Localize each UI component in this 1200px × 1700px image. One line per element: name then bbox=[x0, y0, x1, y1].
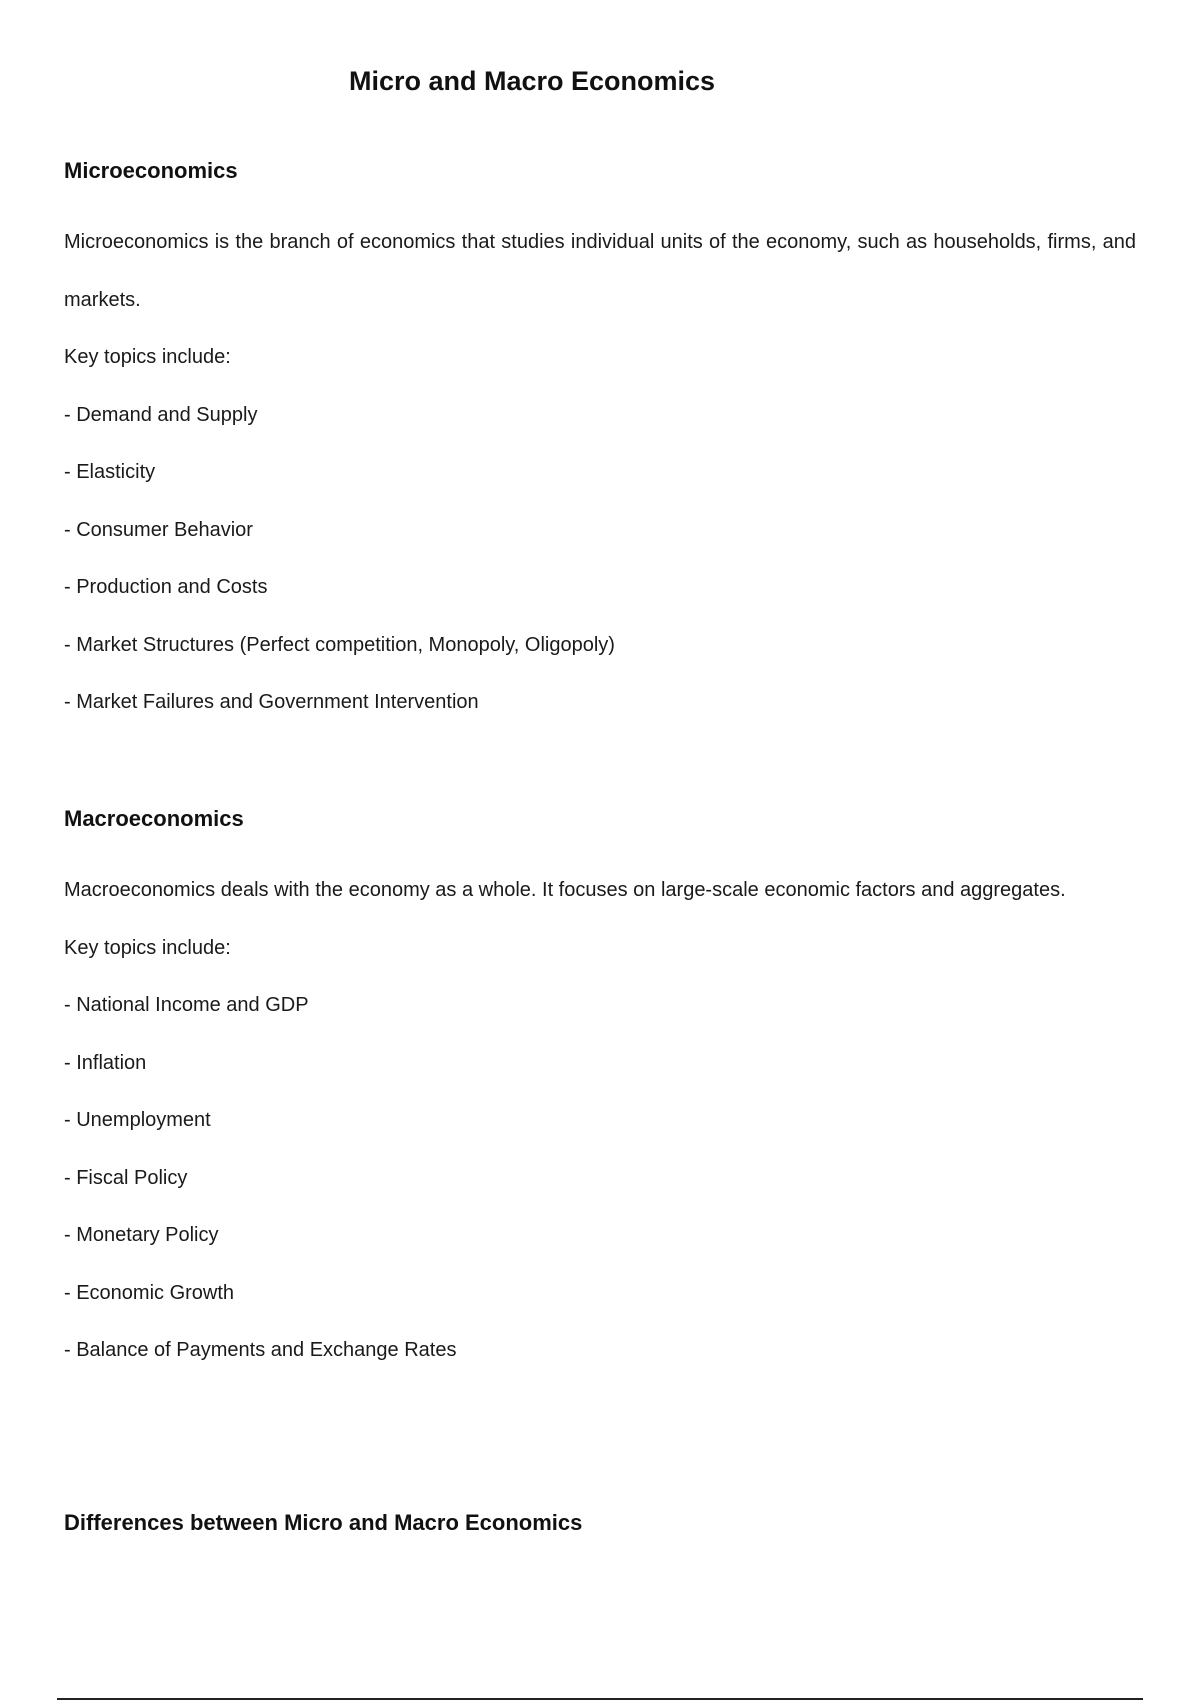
list-item: - Economic Growth bbox=[64, 1281, 235, 1304]
differences-section bbox=[64, 1508, 1136, 1538]
macroeconomics-heading: Macroeconomics bbox=[64, 806, 244, 831]
macroeconomics-topic-list bbox=[64, 977, 1136, 1380]
list-item: - Production and Costs bbox=[64, 576, 268, 598]
macroeconomics-section bbox=[64, 804, 1136, 1380]
microeconomics-description: Microeconomics is the branch of economics that studies individual units of the economy, such as households, firms, and markets. bbox=[64, 231, 1136, 311]
list-item: - Monetary Policy bbox=[64, 1224, 219, 1246]
list-item: - Market Structures (Perfect competition, Monopoly, Oligopoly) bbox=[64, 633, 615, 656]
list-item: - Inflation bbox=[64, 1051, 147, 1074]
list-item: - Consumer Behavior bbox=[64, 518, 253, 541]
microeconomics-topic-list bbox=[64, 387, 1136, 732]
differences-heading: Differences between Micro and Macro Economics bbox=[64, 1510, 583, 1535]
microeconomics-section bbox=[64, 156, 1136, 732]
list-item: - National Income and GDP bbox=[64, 994, 309, 1016]
microeconomics-heading: Microeconomics bbox=[64, 158, 238, 183]
page-title: Micro and Macro Economics bbox=[348, 66, 716, 96]
list-item: - Demand and Supply bbox=[64, 403, 258, 426]
list-item: - Elasticity bbox=[64, 461, 156, 483]
macroeconomics-key-topics-label: Key topics include: bbox=[64, 936, 231, 959]
list-item: - Market Failures and Government Intervention bbox=[64, 691, 479, 713]
macroeconomics-description: Macroeconomics deals with the economy as a whole. It focuses on large-scale economic factors and aggregates. bbox=[64, 879, 1066, 901]
list-item: - Balance of Payments and Exchange Rates bbox=[64, 1339, 457, 1361]
list-item: - Unemployment bbox=[64, 1109, 211, 1131]
list-item: - Fiscal Policy bbox=[64, 1166, 188, 1189]
microeconomics-key-topics-label: Key topics include: bbox=[64, 346, 231, 368]
